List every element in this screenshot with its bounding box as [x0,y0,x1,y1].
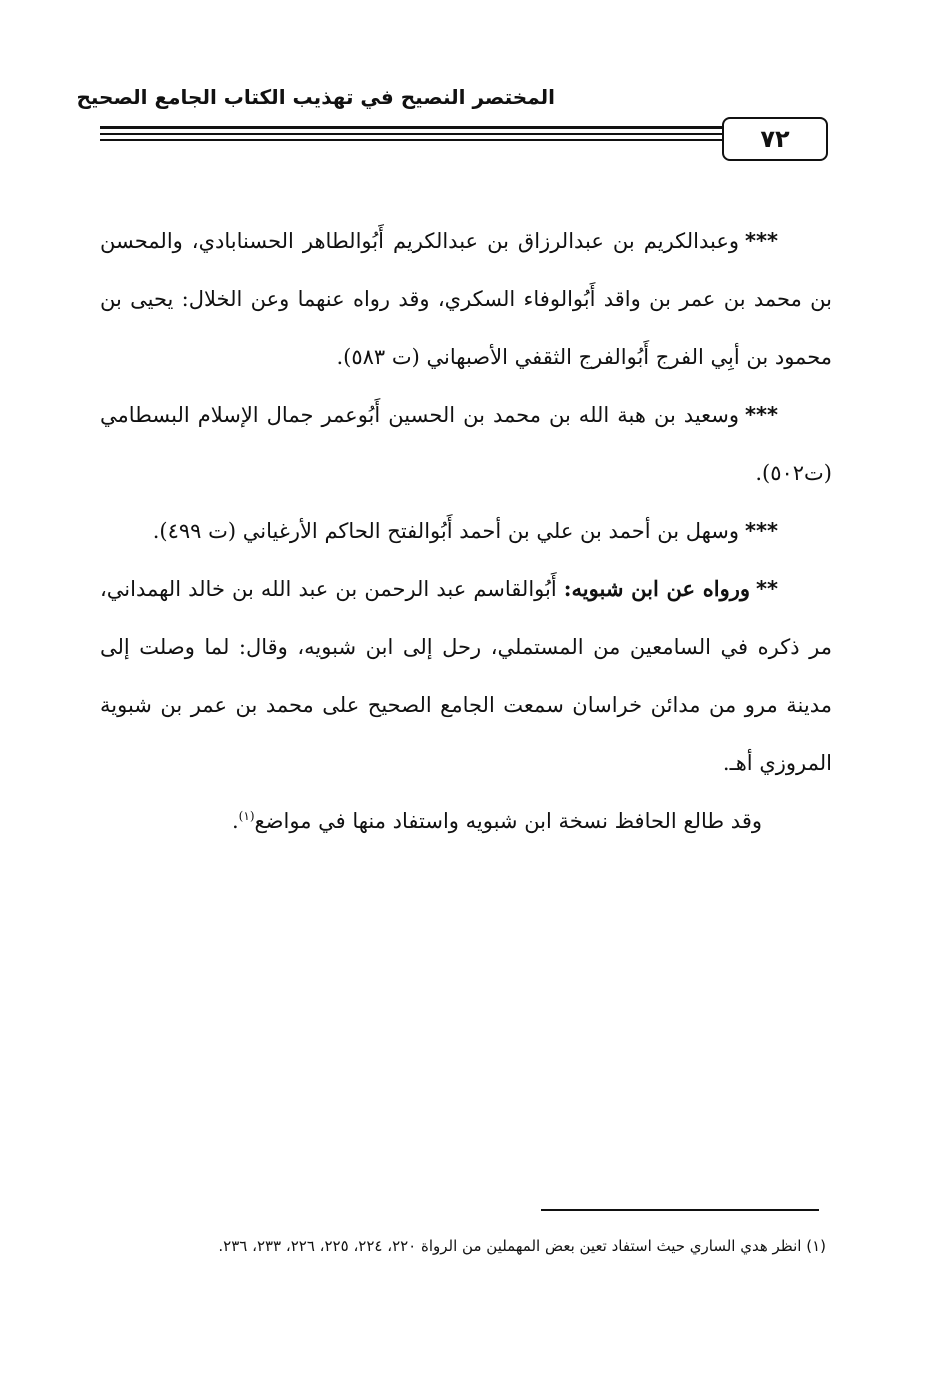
paragraph [100,386,832,502]
footnote-reference[interactable]: (١) [238,809,255,823]
footnotes [96,1228,826,1264]
header-rule [100,139,722,141]
paragraph [100,502,832,560]
paragraph [100,212,832,386]
paragraph-marker: *** [745,403,778,427]
header-rule [100,126,722,129]
paragraph-text: أَبُوالقاسم عبد الرحمن بن عبد الله بن خالد الهمداني، مر ذكره في السامعين من المستملي، رحل إلى ابن شبويه، وقال: لما وصلت إلى مدينة مرو من مدائن خراسان سمعت الجامع الصحيح على محمد بن عمر بن شبوية المروزي أهـ. [100,577,832,775]
paragraph-text: وعبدالكريم بن عبدالرزاق بن عبدالكريم أَبُوالطاهر الحسنابادي، والمحسن بن محمد بن عمر بن واقد أَبُوالوفاء السكري، وقد رواه عنهما وعن الخلال: يحيى بن محمود بن أبِي الفرج أَبُوالفرج الثقفي الأصبهاني (ت ٥٨٣). [100,229,832,369]
paragraph-text: وقد طالع الحافظ نسخة ابن شبويه واستفاد منها في مواضع [254,809,762,833]
header-rule [100,133,722,135]
footnote-separator [541,1209,819,1211]
paragraph [100,792,832,850]
footnote: (١) انظر هدي الساري حيث استفاد تعين بعض المهملين من الرواة ٢٢٠، ٢٢٤، ٢٢٥، ٢٢٦، ٢٣٣، ٢٣٦. [218,1237,826,1255]
paragraph-marker: *** [745,229,778,253]
paragraph-end: . [231,809,239,833]
paragraph-text: وسهل بن أحمد بن علي بن أحمد أَبُوالفتح الحاكم الأرغياني (ت ٤٩٩). [152,519,740,543]
paragraph-text: وسعيد بن هبة الله بن محمد بن الحسين أَبُوعمر جمال الإسلام البسطامي (ت٥٠٢). [100,403,832,485]
paragraph-lead: ورواه عن ابن شبويه: [563,576,751,601]
paragraph-marker: *** [745,519,778,543]
running-title: المختصر النصيح في تهذيب الكتاب الجامع الصحيح [76,85,555,109]
paragraph-marker: ** [756,577,778,601]
body-text [100,212,832,850]
page-number: ٧٢ [722,117,828,161]
paragraph [100,560,832,792]
